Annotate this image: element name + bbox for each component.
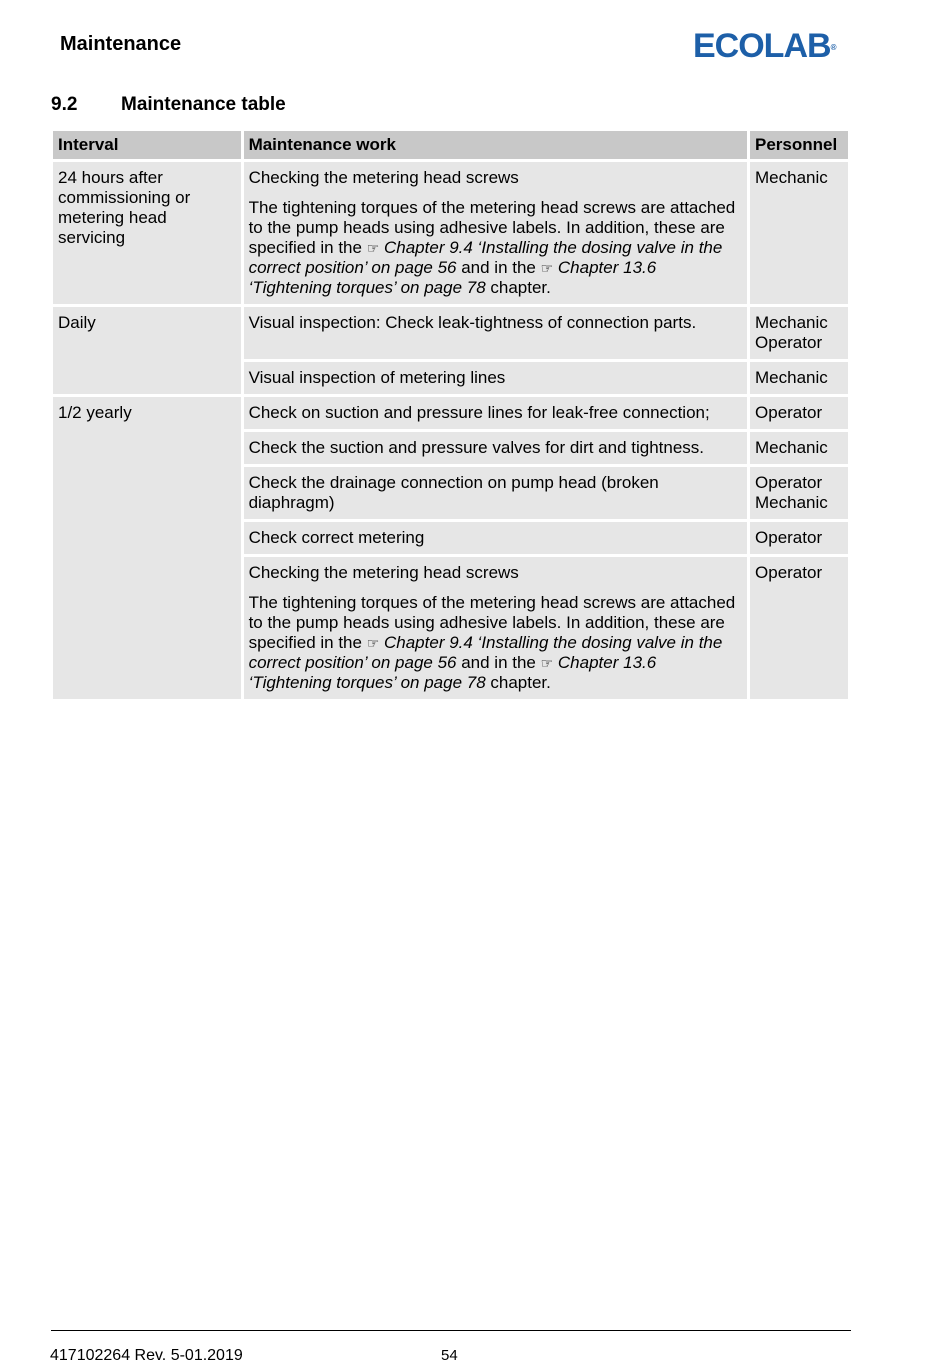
work-cell: Visual inspection: Check leak-tightness of connection parts. xyxy=(244,307,747,359)
logo-registered-mark: ® xyxy=(830,43,837,52)
personnel-cell: Operator xyxy=(750,522,848,554)
table-row xyxy=(53,162,848,304)
cross-reference-text: Chapter 13.6 ‘Tightening torques’ on page 78 xyxy=(248,258,657,297)
pointing-hand-icon: ☞ xyxy=(540,260,554,276)
personnel-cell: Mechanic xyxy=(750,362,848,394)
interval-cell: Daily xyxy=(53,307,241,394)
table-row xyxy=(53,397,848,429)
work-cell: Check the drainage connection on pump head (broken diaphragm) xyxy=(244,467,747,519)
work-description xyxy=(249,198,742,298)
work-cell: Check on suction and pressure lines for leak-free connection; xyxy=(244,397,747,429)
page-header-title: Maintenance xyxy=(60,33,182,55)
pointing-hand-icon: ☞ xyxy=(366,635,380,651)
work-description xyxy=(249,593,742,693)
personnel-entry: Operator xyxy=(755,333,823,352)
personnel-cell: Mechanic xyxy=(750,162,848,304)
work-cell: Check correct metering xyxy=(244,522,747,554)
work-cell: Check the suction and pressure valves for dirt and tightness. xyxy=(244,432,747,464)
personnel-cell: Operator xyxy=(750,557,848,699)
work-text: and in the xyxy=(456,653,541,672)
section-number: 9.2 xyxy=(51,94,78,115)
personnel-cell: Operator xyxy=(750,397,848,429)
header-personnel: Personnel xyxy=(750,131,848,159)
personnel-entry: Operator xyxy=(755,473,823,492)
work-cell xyxy=(244,557,747,699)
personnel-cell: Mechanic xyxy=(750,432,848,464)
work-cell xyxy=(244,162,747,304)
pointing-hand-icon: ☞ xyxy=(540,655,554,671)
footer-divider xyxy=(51,1330,851,1331)
personnel-entry: Mechanic xyxy=(755,313,828,332)
work-text: The tightening torques of the metering head screws are attached to the pump heads using adhesive labels. In addition, these are specified in the xyxy=(248,593,736,652)
maintenance-table xyxy=(50,128,851,702)
interval-cell: 1/2 yearly xyxy=(53,397,241,699)
cross-reference-text: Chapter 9.4 ‘Installing the dosing valve in the correct position’ on page 56 xyxy=(248,238,723,277)
header-interval: Interval xyxy=(53,131,241,159)
personnel-cell xyxy=(750,307,848,359)
cross-reference-text: Chapter 9.4 ‘Installing the dosing valve in the correct position’ on page 56 xyxy=(248,633,723,672)
interval-cell: 24 hours after commissioning or metering head servicing xyxy=(53,162,241,304)
logo-text: ECOLAB xyxy=(693,27,831,65)
section-title: Maintenance table xyxy=(121,94,286,115)
work-text: chapter. xyxy=(485,673,551,692)
footer-document-number: 417102264 Rev. 5-01.2019 xyxy=(50,1347,243,1364)
footer-page-number: 54 xyxy=(441,1347,458,1364)
work-title: Checking the metering head screws xyxy=(248,168,519,187)
personnel-cell xyxy=(750,467,848,519)
header-maintenance-work: Maintenance work xyxy=(244,131,747,159)
pointing-hand-icon: ☞ xyxy=(366,240,380,256)
work-text: The tightening torques of the metering head screws are attached to the pump heads using adhesive labels. In addition, these are specified in the xyxy=(248,198,736,257)
work-text: and in the xyxy=(456,258,541,277)
table-row xyxy=(53,307,848,359)
work-text: chapter. xyxy=(485,278,551,297)
ecolab-logo xyxy=(693,27,845,65)
cross-reference-text: Chapter 13.6 ‘Tightening torques’ on page 78 xyxy=(248,653,657,692)
work-cell: Visual inspection of metering lines xyxy=(244,362,747,394)
personnel-entry: Mechanic xyxy=(755,493,828,512)
table-header-row xyxy=(53,131,848,159)
work-title: Checking the metering head screws xyxy=(248,563,519,582)
